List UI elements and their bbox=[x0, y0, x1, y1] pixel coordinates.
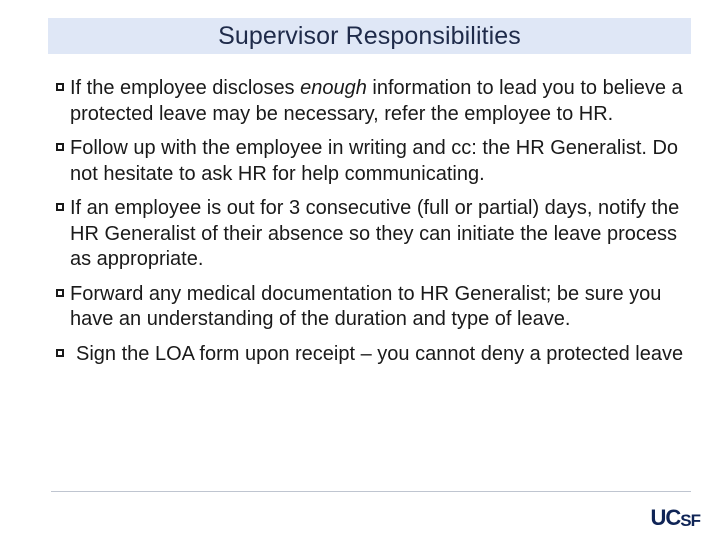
list-item-text: Forward any medical documentation to HR Generalist; be sure you have an understanding of the duration and type of leave. bbox=[70, 282, 662, 330]
list-item-text bbox=[70, 77, 683, 125]
title-bar bbox=[48, 18, 691, 54]
footer-divider bbox=[51, 491, 691, 492]
list-item bbox=[56, 342, 696, 368]
logo-text-uc: UC bbox=[650, 505, 681, 530]
page-title: Supervisor Responsibilities bbox=[218, 21, 521, 50]
list-item bbox=[56, 282, 696, 333]
list-item bbox=[56, 136, 696, 187]
list-item bbox=[56, 196, 696, 273]
square-bullet-icon bbox=[56, 143, 64, 151]
logo-text-sf: SF bbox=[680, 511, 700, 530]
list-item-text: Sign the LOA form upon receipt – you cannot deny a protected leave bbox=[76, 342, 684, 365]
square-bullet-icon bbox=[56, 83, 64, 91]
list-item bbox=[56, 76, 696, 127]
ucsf-logo bbox=[650, 507, 700, 529]
list-item-text: If an employee is out for 3 consecutive (full or partial) days, notify the HR Generalist of their absence so they can initiate the leave process as appropriate. bbox=[70, 197, 680, 270]
list-item-emphasis: enough bbox=[300, 77, 367, 99]
list-item-text-start: If the employee discloses bbox=[70, 77, 301, 99]
square-bullet-icon bbox=[56, 349, 64, 357]
square-bullet-icon bbox=[56, 289, 64, 297]
list-item-text: Follow up with the employee in writing and cc: the HR Generalist. Do not hesitate to ask HR for help communicating. bbox=[70, 137, 679, 185]
square-bullet-icon bbox=[56, 203, 64, 211]
responsibilities-list bbox=[56, 76, 696, 376]
list-item-text-end: information to lead you to believe a protected leave may be necessary, refer the employee to HR. bbox=[70, 77, 683, 125]
